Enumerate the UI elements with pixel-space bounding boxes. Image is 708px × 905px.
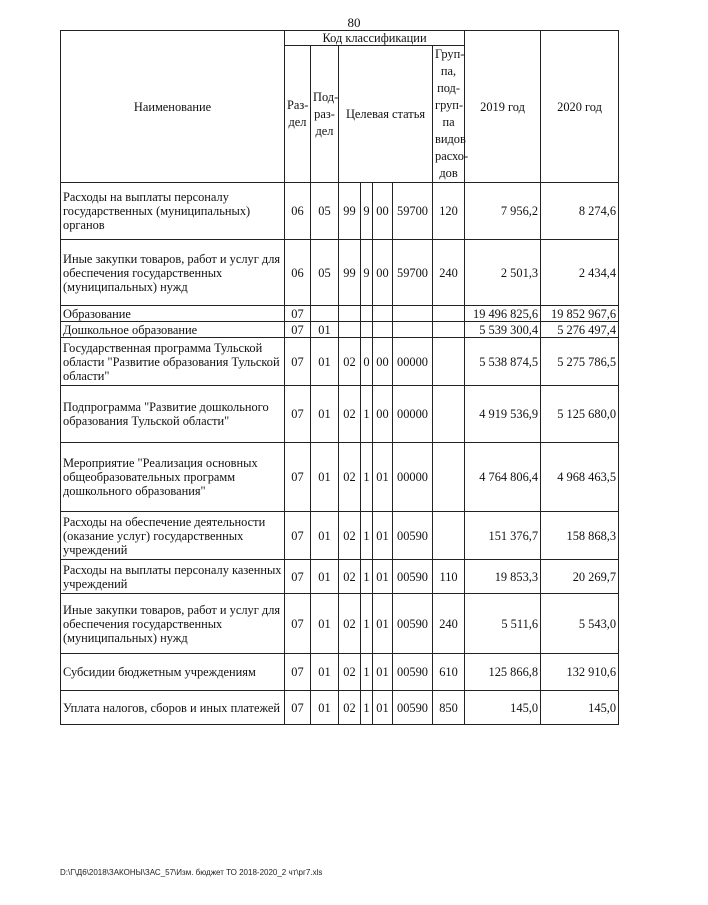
row-podrazdel: 01 [311,443,339,512]
row-name: Дошкольное образование [61,322,285,338]
row-direction: 00590 [393,594,433,654]
row-subprogram: 1 [361,594,373,654]
row-expense-group [433,512,465,560]
row-name: Расходы на выплаты персоналу казенных учреждений [61,560,285,594]
row-razdel: 07 [285,691,311,725]
row-event: 00 [373,240,393,306]
row-program: 99 [339,183,361,240]
table-row [61,594,619,654]
row-podrazdel: 01 [311,338,339,386]
table-row [61,443,619,512]
table-row [61,512,619,560]
row-event: 00 [373,386,393,443]
page-number: 80 [347,15,361,30]
budget-table [60,30,619,725]
row-name: Уплата налогов, сборов и иных платежей [61,691,285,725]
row-value-2020: 19 852 967,6 [541,306,619,322]
row-podrazdel: 01 [311,322,339,338]
row-direction: 59700 [393,183,433,240]
row-value-2019: 7 956,2 [465,183,541,240]
row-name: Государственная программа Тульской области "Развитие образования Тульской области" [61,338,285,386]
row-value-2020: 132 910,6 [541,654,619,691]
table-row [61,322,619,338]
row-name: Иные закупки товаров, работ и услуг для обеспечения государственных (муниципальных) нужд [61,240,285,306]
row-value-2020: 5 275 786,5 [541,338,619,386]
row-razdel: 06 [285,240,311,306]
row-direction: 00590 [393,512,433,560]
row-subprogram [361,322,373,338]
row-subprogram: 1 [361,654,373,691]
row-value-2020: 5 276 497,4 [541,322,619,338]
row-value-2019: 4 919 536,9 [465,386,541,443]
header-name: Наименование [61,31,285,183]
row-podrazdel [311,306,339,322]
row-expense-group: 240 [433,240,465,306]
header-podrazdel: Под-раз-дел [311,46,339,183]
row-subprogram: 1 [361,691,373,725]
row-expense-group: 120 [433,183,465,240]
row-subprogram: 9 [361,240,373,306]
row-value-2019: 5 538 874,5 [465,338,541,386]
row-direction: 00590 [393,560,433,594]
row-subprogram: 1 [361,560,373,594]
row-subprogram: 0 [361,338,373,386]
row-podrazdel: 01 [311,691,339,725]
row-value-2019: 5 511,6 [465,594,541,654]
header-razdel: Раз-дел [285,46,311,183]
row-podrazdel: 05 [311,240,339,306]
row-subprogram: 9 [361,183,373,240]
row-value-2020: 20 269,7 [541,560,619,594]
row-expense-group [433,386,465,443]
row-razdel: 07 [285,322,311,338]
row-event: 01 [373,594,393,654]
row-direction: 00000 [393,443,433,512]
row-subprogram: 1 [361,443,373,512]
row-podrazdel: 01 [311,560,339,594]
row-subprogram [361,306,373,322]
header-code: Код классификации [285,31,465,46]
row-program: 02 [339,443,361,512]
header-row [61,31,619,46]
table-row [61,240,619,306]
row-expense-group [433,443,465,512]
row-podrazdel: 01 [311,594,339,654]
row-razdel: 07 [285,386,311,443]
row-direction [393,322,433,338]
row-value-2019: 4 764 806,4 [465,443,541,512]
row-event: 01 [373,691,393,725]
row-direction [393,306,433,322]
row-expense-group [433,338,465,386]
row-razdel: 07 [285,654,311,691]
row-program: 99 [339,240,361,306]
row-name: Образование [61,306,285,322]
row-value-2019: 145,0 [465,691,541,725]
row-event: 00 [373,338,393,386]
row-value-2020: 4 968 463,5 [541,443,619,512]
row-value-2020: 5 543,0 [541,594,619,654]
row-name: Мероприятие "Реализация основных общеобразовательных программ дошкольного образования" [61,443,285,512]
row-program: 02 [339,338,361,386]
row-expense-group: 110 [433,560,465,594]
header-year-2020: 2020 год [541,31,619,183]
row-razdel: 06 [285,183,311,240]
row-value-2020: 158 868,3 [541,512,619,560]
table-row [61,386,619,443]
row-name: Субсидии бюджетным учреждениям [61,654,285,691]
row-subprogram: 1 [361,386,373,443]
row-razdel: 07 [285,306,311,322]
row-name: Иные закупки товаров, работ и услуг для обеспечения государственных (муниципальных) нужд [61,594,285,654]
row-direction: 00590 [393,654,433,691]
row-razdel: 07 [285,560,311,594]
table-row [61,183,619,240]
row-name: Расходы на выплаты персоналу государственных (муниципальных) органов [61,183,285,240]
row-event: 01 [373,560,393,594]
row-program: 02 [339,386,361,443]
table-row [61,560,619,594]
header-gruppa: Груп-па, под-груп-па видов расхо-дов [433,46,465,183]
row-direction: 00590 [393,691,433,725]
row-program: 02 [339,512,361,560]
row-value-2019: 5 539 300,4 [465,322,541,338]
row-event [373,306,393,322]
table-row [61,338,619,386]
row-program [339,322,361,338]
row-subprogram: 1 [361,512,373,560]
row-razdel: 07 [285,594,311,654]
row-value-2020: 145,0 [541,691,619,725]
row-value-2020: 8 274,6 [541,183,619,240]
table-row [61,306,619,322]
table-row [61,691,619,725]
header-celevaya: Целевая статья [339,46,433,183]
row-podrazdel: 05 [311,183,339,240]
row-value-2020: 5 125 680,0 [541,386,619,443]
row-razdel: 07 [285,443,311,512]
row-expense-group: 240 [433,594,465,654]
row-name: Подпрограмма "Развитие дошкольного образования Тульской области" [61,386,285,443]
row-program: 02 [339,560,361,594]
row-razdel: 07 [285,338,311,386]
row-razdel: 07 [285,512,311,560]
row-direction: 00000 [393,338,433,386]
row-value-2019: 2 501,3 [465,240,541,306]
header-year-2019: 2019 год [465,31,541,183]
row-expense-group [433,306,465,322]
row-event: 01 [373,443,393,512]
row-program: 02 [339,654,361,691]
row-podrazdel: 01 [311,654,339,691]
row-event: 01 [373,654,393,691]
row-expense-group [433,322,465,338]
row-value-2019: 19 496 825,6 [465,306,541,322]
row-podrazdel: 01 [311,386,339,443]
row-name: Расходы на обеспечение деятельности (оказание услуг) государственных учреждений [61,512,285,560]
row-program [339,306,361,322]
row-direction: 00000 [393,386,433,443]
row-value-2020: 2 434,4 [541,240,619,306]
file-path-footer: D:\Г\Д6\2018\ЗАКОНЫ\ЗАС_57\Изм. бюджет ТО 2018-2020_2 чт\рг7.xls [60,868,323,877]
row-event: 00 [373,183,393,240]
row-podrazdel: 01 [311,512,339,560]
row-program: 02 [339,594,361,654]
row-value-2019: 125 866,8 [465,654,541,691]
row-program: 02 [339,691,361,725]
row-value-2019: 19 853,3 [465,560,541,594]
table-row [61,654,619,691]
row-expense-group: 610 [433,654,465,691]
row-event: 01 [373,512,393,560]
row-value-2019: 151 376,7 [465,512,541,560]
row-expense-group: 850 [433,691,465,725]
row-event [373,322,393,338]
row-direction: 59700 [393,240,433,306]
